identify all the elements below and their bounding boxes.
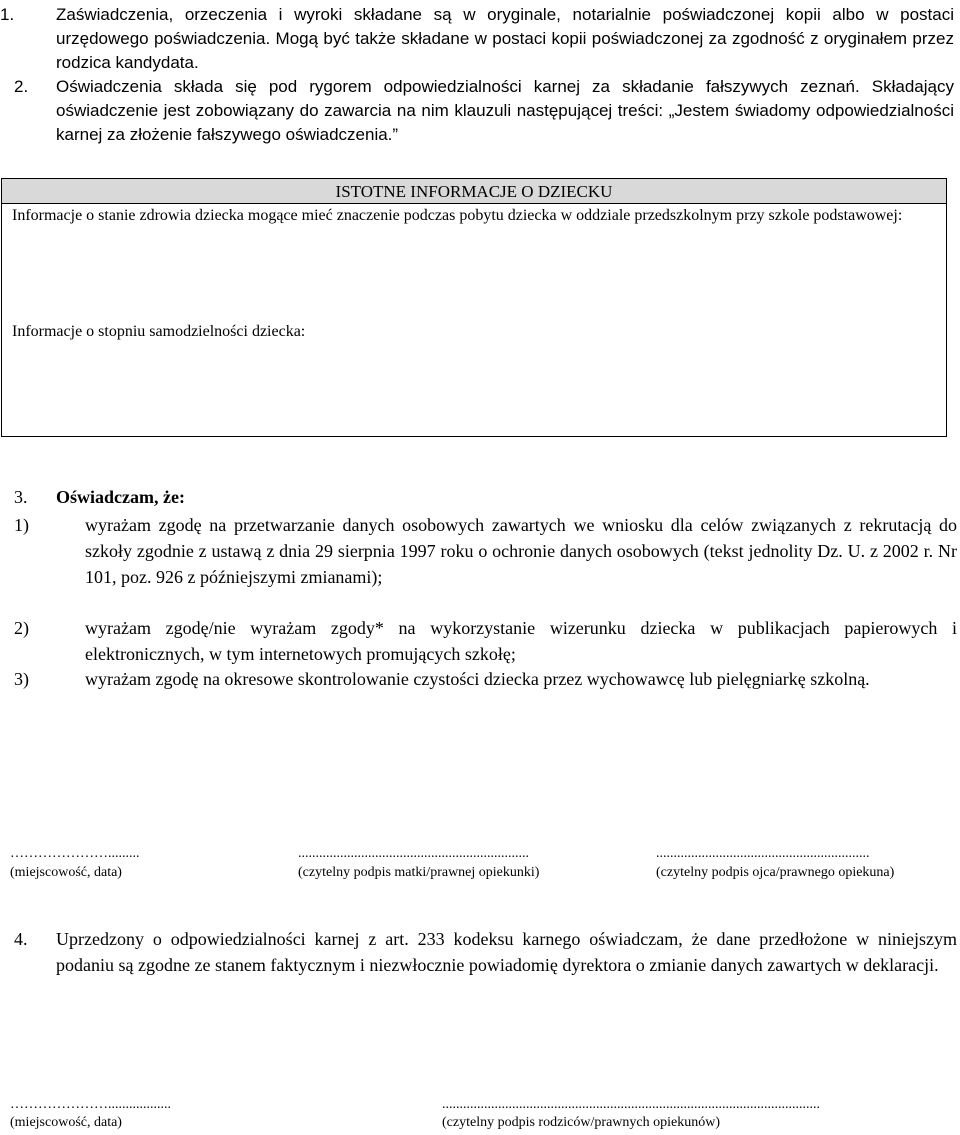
consent-data-processing: wyrażam zgodę na przetwarzanie danych osobowych zawartych we wniosku dla celów związanych z rekrutacją do szkoły zgodnie z ustawą z dnia 29 sierpnia 1997 roku o ochronie danych osobowych (tekst jednolity Dz. U. z 2002 r. Nr 101, poz. 926 z późniejszymi zmianami); [85, 515, 957, 587]
consent-hygiene-check: wyrażam zgodę na okresowe skontrolowanie czystości dziecka przez wychowawcę lub pielęgniarkę szkolną. [85, 669, 870, 689]
list-number-1: 1. [0, 5, 15, 24]
health-info-label: Informacje o stanie zdrowia dziecka mogące mieć znaczenie podczas pobytu dziecka w oddziale przedszkolnym przy szkole podstawowej: [12, 207, 903, 224]
note-declarations: Oświadczenia składa się pod rygorem odpowiedzialności karnej za składanie fałszywych zeznań. Składający oświadczenie jest zobowiązany do zawarcia na nim klauzuli następującej treści: „Jestem świadomy odpowiedzialności karnej za złożenie fałszywego oświadczenia.” [56, 77, 954, 144]
child-info-title: ISTOTNE INFORMACJE O DZIECKU [2, 179, 946, 204]
section3-heading: Oświadczam, że: [56, 487, 185, 507]
mother-signature-label: (czytelny podpis matki/prawnej opiekunki) [298, 865, 540, 880]
child-info-box [1, 178, 947, 437]
list-number-2: 2. [14, 77, 29, 96]
place-date-label: (miejscowość, data) [10, 865, 122, 880]
item-number-3: 3) [14, 669, 29, 689]
section4-number: 4. [14, 929, 28, 949]
independence-info-label: Informacje o stopniu samodzielności dziecka: [12, 323, 306, 340]
liability-declaration: Uprzedzony o odpowiedzialności karnej z art. 233 kodeksu karnego oświadczam, że dane przedłożone w niniejszym podaniu są zgodne ze stanem faktycznym i niezwłocznie powiadomię dyrektora o zmianie danych zawartych w deklaracji. [56, 929, 957, 975]
parents-signature-dots: ............................................................................................................ [442, 1097, 820, 1112]
note-documents: Zaświadczenia, orzeczenia i wyroki składane są w oryginale, notarialnie poświadczonej kopii albo w postaci urzędowego poświadczenia. Mogą być także składane w postaci kopii poświadczonej za zgodność z oryginałem przez rodzica kandydata. [56, 5, 954, 72]
father-signature-label: (czytelny podpis ojca/prawnego opiekuna) [656, 865, 895, 880]
place-date-label-2: (miejscowość, data) [10, 1115, 122, 1130]
item-number-2: 2) [14, 618, 29, 638]
place-date-dots: …………………......... [10, 846, 140, 861]
consent-image-use: wyrażam zgodę/nie wyrażam zgody* na wykorzystanie wizerunku dziecka w publikacjach papierowych i elektronicznych, w tym internetowych promujących szkołę; [85, 618, 957, 664]
item-number-1: 1) [14, 515, 29, 535]
section3-number: 3. [14, 487, 28, 507]
mother-signature-dots: .................................................................. [298, 846, 529, 861]
father-signature-dots: ............................................................. [656, 846, 870, 861]
place-date-dots-2: ………………….................. [10, 1097, 171, 1112]
parents-signature-label: (czytelny podpis rodziców/prawnych opiekunów) [442, 1115, 720, 1130]
